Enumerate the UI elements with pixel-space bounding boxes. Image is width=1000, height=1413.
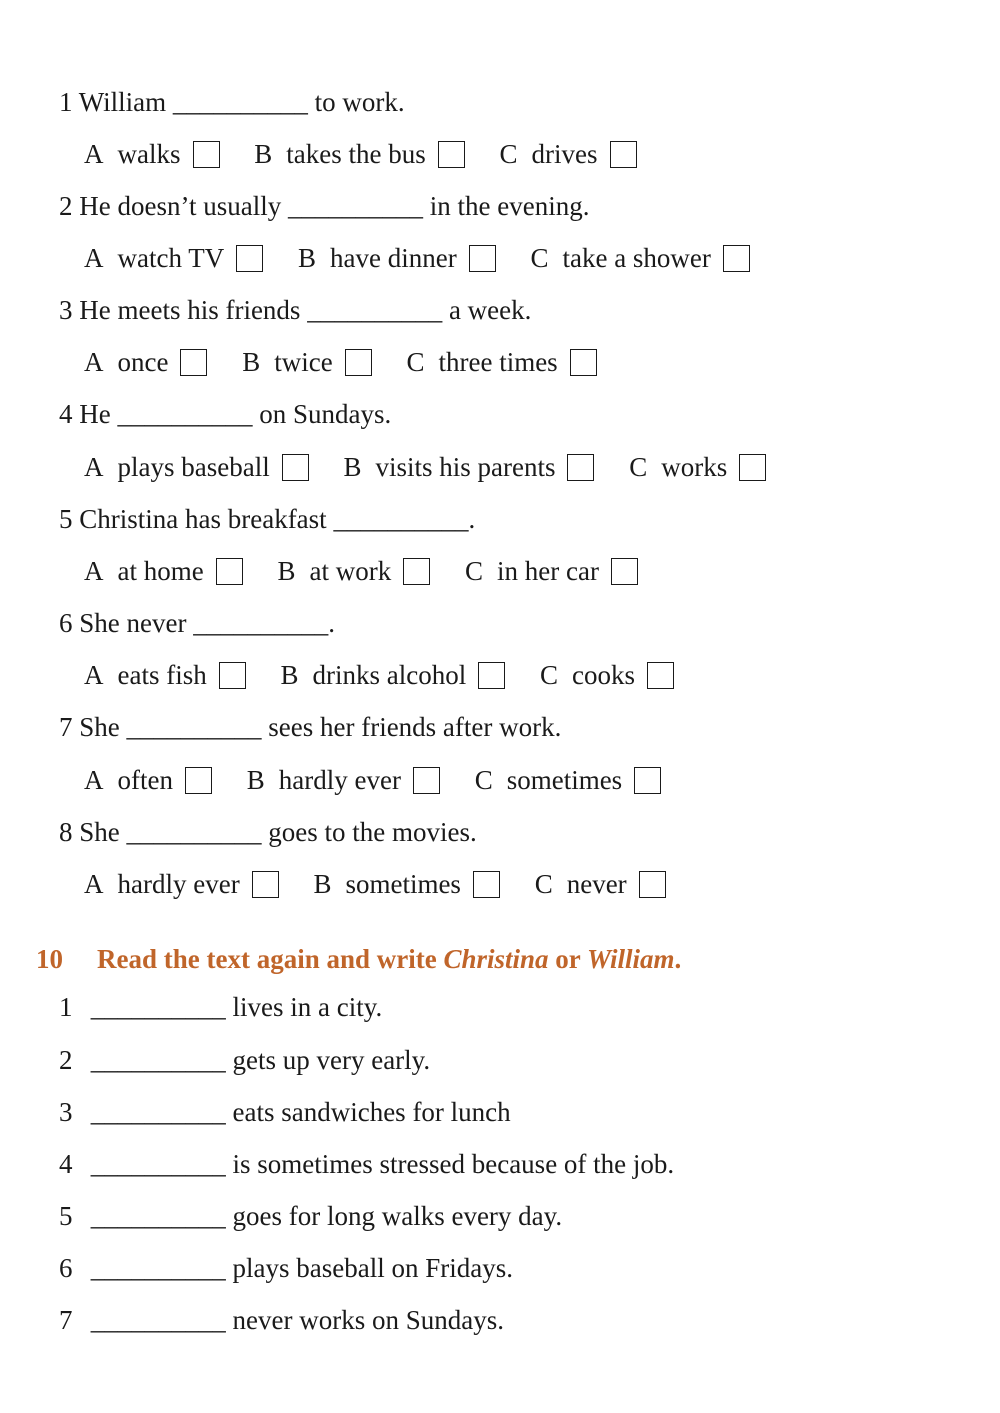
- option-b: [242, 342, 372, 382]
- question-number: 1: [59, 87, 73, 117]
- item-number: 3: [59, 1097, 73, 1127]
- question-text-after: to work.: [314, 87, 405, 117]
- answer-blank[interactable]: __________: [307, 295, 443, 325]
- answer-blank[interactable]: __________: [193, 608, 329, 638]
- question-text-before: William: [78, 87, 167, 117]
- option-checkbox[interactable]: [478, 662, 505, 689]
- option-checkbox[interactable]: [219, 662, 246, 689]
- option-checkbox[interactable]: [438, 141, 465, 168]
- option-c: [535, 864, 666, 904]
- item-number: 1: [59, 992, 73, 1022]
- question-number: 8: [59, 817, 73, 847]
- write-item-5: [59, 1196, 562, 1236]
- option-checkbox[interactable]: [413, 767, 440, 794]
- question-5: [59, 499, 475, 539]
- option-a: [84, 551, 243, 591]
- section-number: 10: [36, 944, 63, 974]
- write-item-6: [59, 1248, 513, 1288]
- section-instruction: Read the text again and write: [97, 944, 437, 974]
- option-letter: C: [406, 347, 425, 377]
- option-letter: B: [242, 347, 261, 377]
- option-letter: A: [84, 452, 104, 482]
- question-4: [59, 394, 391, 434]
- option-a: [84, 342, 207, 382]
- option-text: watch TV: [117, 243, 225, 273]
- answer-blank[interactable]: __________: [287, 191, 423, 221]
- question-text-before: She: [79, 712, 120, 742]
- item-text: eats sandwiches for lunch: [232, 1097, 511, 1127]
- option-checkbox[interactable]: [469, 245, 496, 272]
- option-a: [84, 238, 263, 278]
- answer-blank[interactable]: __________: [117, 399, 253, 429]
- option-letter: A: [84, 765, 104, 795]
- option-checkbox[interactable]: [647, 662, 674, 689]
- question-1: [59, 82, 405, 122]
- option-text: works: [661, 452, 728, 482]
- options-5: [84, 551, 638, 591]
- option-text: hardly ever: [278, 765, 401, 795]
- option-text: twice: [274, 347, 333, 377]
- options-7: [84, 760, 661, 800]
- option-text: once: [117, 347, 169, 377]
- options-4: [84, 447, 766, 487]
- option-a: [84, 655, 246, 695]
- option-a: [84, 447, 309, 487]
- options-1: [84, 134, 637, 174]
- write-item-4: [59, 1144, 674, 1184]
- option-text: sometimes: [345, 869, 461, 899]
- item-number: 5: [59, 1201, 73, 1231]
- item-text: plays baseball on Fridays.: [232, 1253, 513, 1283]
- options-8: [84, 864, 666, 904]
- option-checkbox[interactable]: [611, 558, 638, 585]
- question-text-after: goes to the movies.: [268, 817, 477, 847]
- option-letter: B: [277, 556, 296, 586]
- answer-blank[interactable]: __________: [126, 712, 262, 742]
- option-b: [277, 551, 430, 591]
- option-checkbox[interactable]: [403, 558, 430, 585]
- question-text-after: .: [328, 608, 335, 638]
- answer-blank[interactable]: __________: [90, 992, 226, 1022]
- option-text: hardly ever: [117, 869, 240, 899]
- question-text-before: She never: [79, 608, 187, 638]
- option-letter: A: [84, 347, 104, 377]
- option-checkbox[interactable]: [252, 871, 279, 898]
- option-a: [84, 134, 220, 174]
- option-text: often: [117, 765, 173, 795]
- option-letter: C: [464, 556, 483, 586]
- option-b: [313, 864, 500, 904]
- item-text: gets up very early.: [232, 1045, 431, 1075]
- section-10-heading: [36, 939, 681, 979]
- write-item-7: [59, 1300, 504, 1340]
- item-number: 7: [59, 1305, 73, 1335]
- option-text: visits his parents: [375, 452, 556, 482]
- question-number: 6: [59, 608, 73, 638]
- answer-blank[interactable]: __________: [172, 87, 308, 117]
- option-checkbox[interactable]: [345, 349, 372, 376]
- name-william: William: [587, 944, 675, 974]
- option-text: never: [566, 869, 627, 899]
- option-checkbox[interactable]: [570, 349, 597, 376]
- option-text: take a shower: [562, 243, 711, 273]
- item-text: is sometimes stressed because of the job.: [232, 1149, 675, 1179]
- option-checkbox[interactable]: [236, 245, 263, 272]
- answer-blank[interactable]: __________: [90, 1097, 226, 1127]
- question-number: 2: [59, 191, 73, 221]
- option-text: three times: [438, 347, 558, 377]
- option-letter: C: [629, 452, 648, 482]
- option-letter: C: [499, 139, 518, 169]
- option-b: [298, 238, 496, 278]
- option-letter: B: [343, 452, 362, 482]
- option-letter: C: [534, 869, 553, 899]
- section-connector: or: [555, 944, 581, 974]
- option-letter: C: [539, 660, 558, 690]
- answer-blank[interactable]: __________: [90, 1045, 226, 1075]
- question-text-before: He: [79, 399, 111, 429]
- option-letter: A: [84, 660, 104, 690]
- option-checkbox[interactable]: [473, 871, 500, 898]
- option-letter: A: [84, 243, 104, 273]
- options-2: [84, 238, 750, 278]
- option-text: at home: [117, 556, 204, 586]
- option-checkbox[interactable]: [639, 871, 666, 898]
- question-3: [59, 290, 531, 330]
- option-letter: A: [84, 139, 104, 169]
- option-b: [254, 134, 465, 174]
- answer-blank[interactable]: __________: [126, 817, 262, 847]
- option-c: [500, 134, 637, 174]
- item-text: goes for long walks every day.: [232, 1201, 563, 1231]
- option-a: [84, 760, 212, 800]
- item-number: 6: [59, 1253, 73, 1283]
- option-checkbox[interactable]: [567, 454, 594, 481]
- option-c: [406, 342, 596, 382]
- answer-blank[interactable]: __________: [90, 1253, 226, 1283]
- option-checkbox[interactable]: [282, 454, 309, 481]
- question-text-after: on Sundays.: [259, 399, 392, 429]
- question-text-after: in the evening.: [429, 191, 590, 221]
- option-text: cooks: [572, 660, 635, 690]
- option-c: [540, 655, 674, 695]
- question-text-after: sees her friends after work.: [268, 712, 562, 742]
- option-a: [84, 864, 279, 904]
- item-text: lives in a city.: [232, 992, 383, 1022]
- question-text-after: .: [468, 504, 476, 534]
- option-text: eats fish: [117, 660, 207, 690]
- question-6: [59, 603, 335, 643]
- question-number: 7: [59, 712, 73, 742]
- option-text: at work: [309, 556, 392, 586]
- question-text-before: He doesn’t usually: [79, 191, 282, 221]
- option-checkbox[interactable]: [180, 349, 207, 376]
- option-letter: A: [84, 556, 104, 586]
- option-letter: B: [254, 139, 273, 169]
- option-b: [247, 760, 440, 800]
- answer-blank[interactable]: __________: [90, 1201, 226, 1231]
- option-text: takes the bus: [286, 139, 426, 169]
- question-number: 4: [59, 399, 73, 429]
- option-letter: B: [246, 765, 265, 795]
- question-text-before: He meets his friends: [79, 295, 301, 325]
- option-c: [475, 760, 662, 800]
- question-2: [59, 186, 589, 226]
- question-text-before: She: [79, 817, 120, 847]
- option-checkbox[interactable]: [739, 454, 766, 481]
- option-text: have dinner: [330, 243, 457, 273]
- question-7: [59, 707, 561, 747]
- item-number: 2: [59, 1045, 73, 1075]
- option-text: drives: [531, 139, 598, 169]
- answer-blank[interactable]: __________: [90, 1149, 226, 1179]
- option-letter: B: [313, 869, 332, 899]
- option-text: sometimes: [506, 765, 623, 795]
- question-number: 3: [59, 295, 73, 325]
- write-item-1: [59, 987, 382, 1027]
- option-text: plays baseball: [117, 452, 270, 482]
- option-checkbox[interactable]: [634, 767, 661, 794]
- question-number: 5: [59, 504, 73, 534]
- option-letter: C: [474, 765, 493, 795]
- option-c: [629, 447, 766, 487]
- option-text: in her car: [497, 556, 599, 586]
- option-c: [465, 551, 638, 591]
- option-letter: C: [530, 243, 549, 273]
- section-period: .: [674, 944, 682, 974]
- question-8: [59, 812, 477, 852]
- option-checkbox[interactable]: [216, 558, 243, 585]
- answer-blank[interactable]: __________: [90, 1305, 226, 1335]
- option-b: [280, 655, 505, 695]
- item-number: 4: [59, 1149, 73, 1179]
- option-text: drinks alcohol: [312, 660, 467, 690]
- answer-blank[interactable]: __________: [333, 504, 469, 534]
- option-checkbox[interactable]: [185, 767, 212, 794]
- write-item-3: [59, 1092, 511, 1132]
- options-6: [84, 655, 674, 695]
- option-letter: A: [84, 869, 104, 899]
- option-letter: B: [280, 660, 299, 690]
- option-text: walks: [117, 139, 181, 169]
- question-text-after: a week.: [448, 295, 532, 325]
- option-checkbox[interactable]: [193, 141, 220, 168]
- item-text: never works on Sundays.: [232, 1305, 504, 1335]
- option-c: [530, 238, 749, 278]
- question-text-before: Christina has breakfast: [79, 504, 327, 534]
- write-item-2: [59, 1040, 430, 1080]
- name-christina: Christina: [443, 944, 549, 974]
- option-checkbox[interactable]: [610, 141, 637, 168]
- options-3: [84, 342, 597, 382]
- option-b: [343, 447, 594, 487]
- option-letter: B: [297, 243, 316, 273]
- option-checkbox[interactable]: [723, 245, 750, 272]
